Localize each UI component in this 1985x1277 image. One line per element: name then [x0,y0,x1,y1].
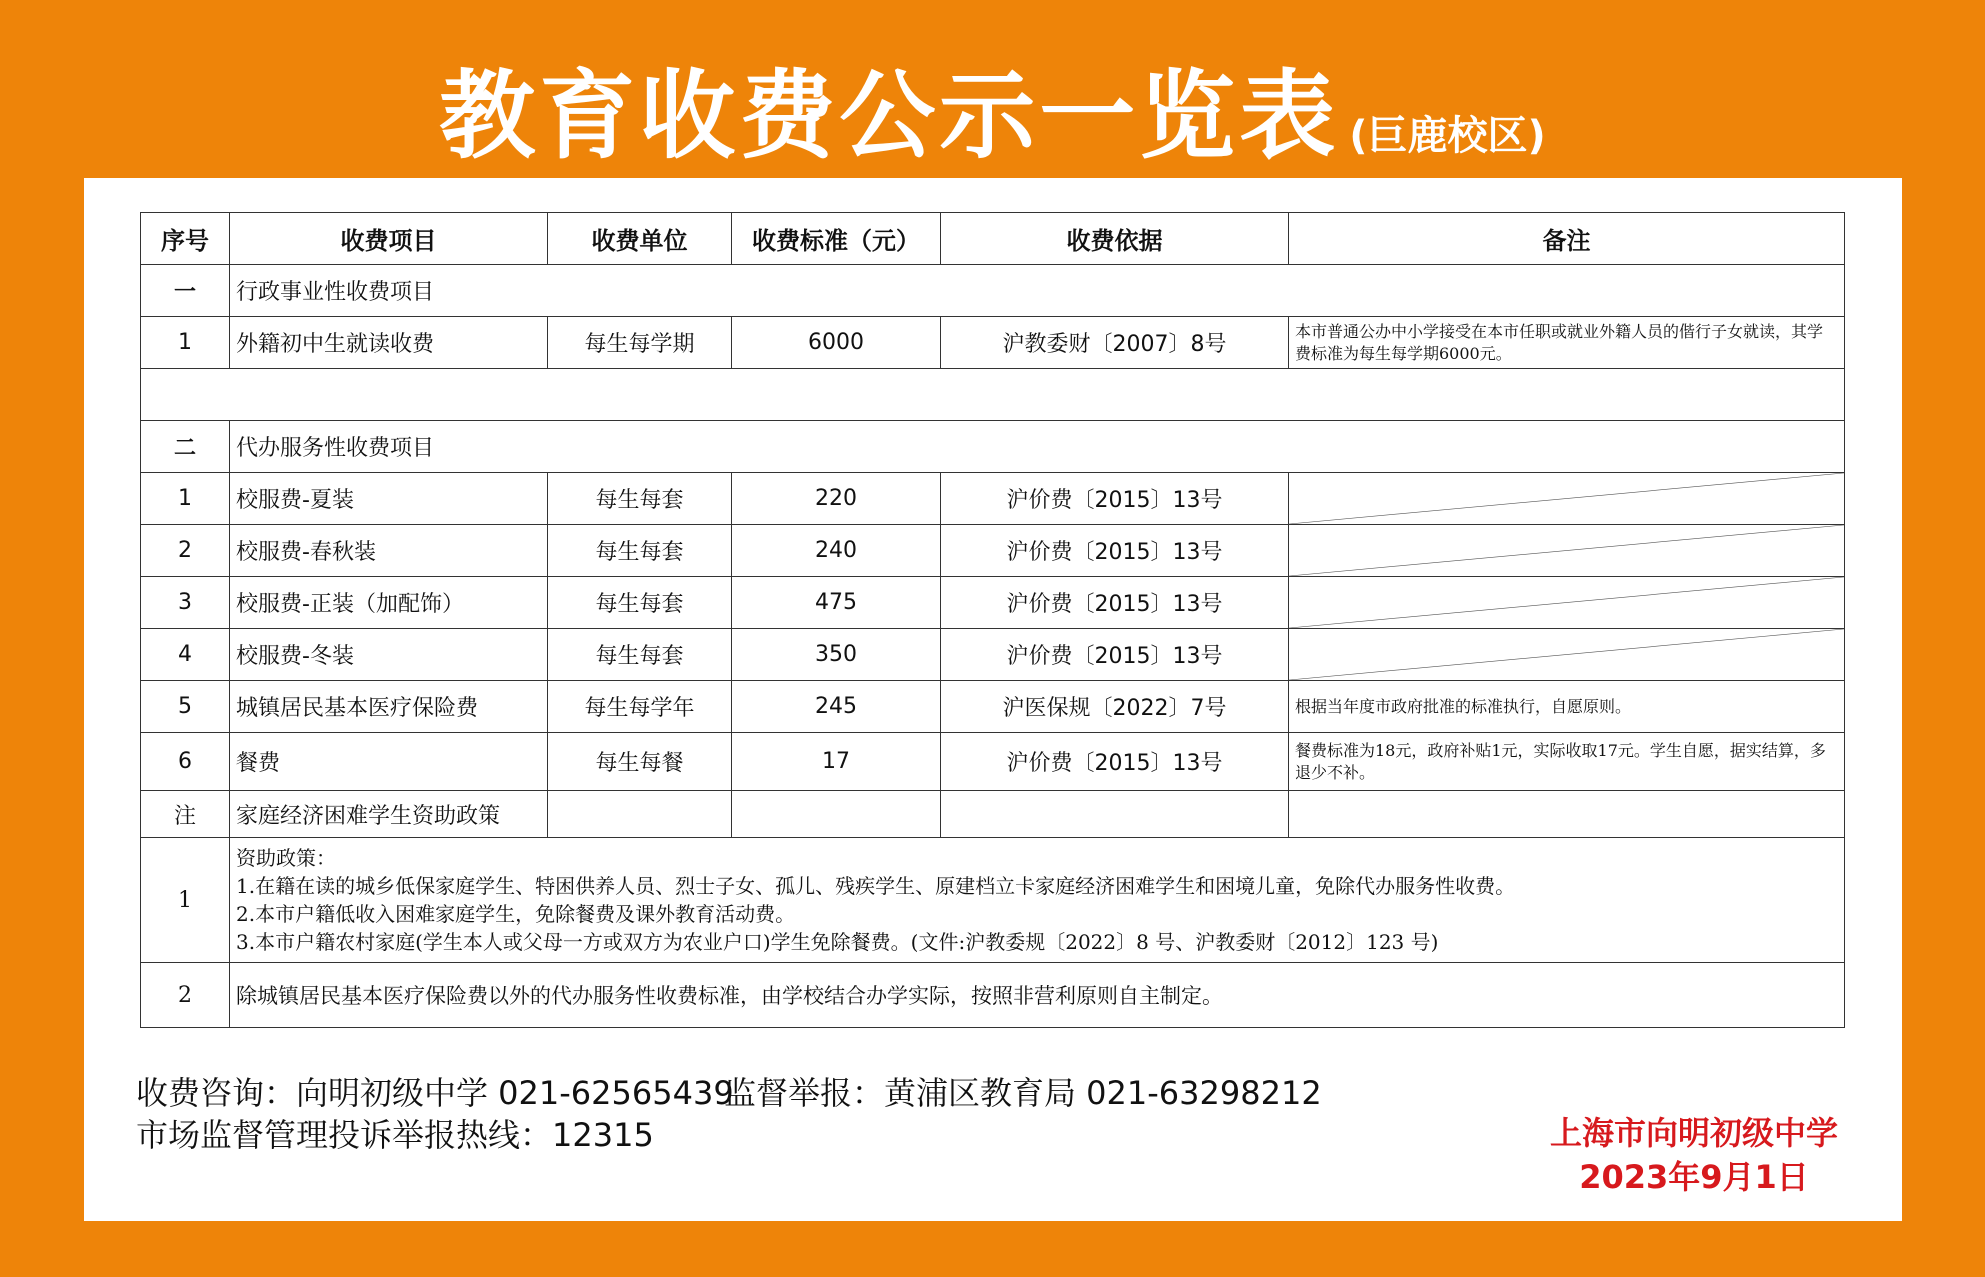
header-unit: 收费单位 [548,213,732,265]
signature-date: 2023年9月1日 [1579,1158,1809,1196]
row-fee: 6000 [732,317,941,369]
header-note: 备注 [1289,213,1845,265]
row-note-crossed [1289,525,1845,577]
header-fee: 收费标准（元） [732,213,941,265]
row-no: 1 [141,473,230,525]
row-no: 1 [141,317,230,369]
policy-row [141,838,1845,963]
row-fee: 240 [732,525,941,577]
row-unit: 每生每餐 [548,733,732,791]
complaint-hotline: 市场监督管理投诉举报热线：12315 [136,1116,654,1154]
section-name: 行政事业性收费项目 [230,265,1845,317]
row-fee: 245 [732,681,941,733]
empty-row [141,369,1845,421]
row-fee: 220 [732,473,941,525]
policy-line: 2.本市户籍低收入困难家庭学生，免除餐费及课外教育活动费。 [236,902,796,926]
table-row [141,525,1845,577]
policy-line: 1.在籍在读的城乡低保家庭学生、特困供养人员、烈士子女、孤儿、残疾学生、原建档立卡家庭经济困难学生和困境儿童，免除代办服务性收费。 [236,874,1516,898]
row-unit: 每生每学年 [548,681,732,733]
supervision-contact: 监督举报：黄浦区教育局 021-63298212 [724,1074,1322,1112]
policy-row [141,963,1845,1028]
row-item: 城镇居民基本医疗保险费 [230,681,548,733]
row-basis: 沪价费〔2015〕13号 [941,473,1289,525]
table-row [141,629,1845,681]
title-main: 教育收费公示一览表 [439,60,1340,172]
table-row [141,733,1845,791]
title-campus: (巨鹿校区) [1349,113,1546,159]
row-note: 根据当年度市政府批准的标准执行，自愿原则。 [1289,681,1845,733]
table-row [141,317,1845,369]
row-unit: 每生每套 [548,629,732,681]
policy-line: 3.本市户籍农村家庭(学生本人或父母一方或双方为农业户口)学生免除餐费。(文件:沪教委规〔2022〕8 号、沪教委财〔2012〕123 号) [236,930,1439,954]
section-row [141,265,1845,317]
note-no: 注 [141,791,230,838]
row-no: 4 [141,629,230,681]
row-note-crossed [1289,629,1845,681]
row-item: 校服费-春秋装 [230,525,548,577]
policy-text: 除城镇居民基本医疗保险费以外的代办服务性收费标准，由学校结合办学实际，按照非营利原则自主制定。 [230,963,1845,1028]
notice-panel [84,178,1902,1221]
policy-text [230,838,1845,963]
table-row [141,681,1845,733]
row-basis: 沪医保规〔2022〕7号 [941,681,1289,733]
row-fee: 350 [732,629,941,681]
section-no: 一 [141,265,230,317]
policy-line: 资助政策： [236,846,336,870]
note-cell [548,791,732,838]
header-item: 收费项目 [230,213,548,265]
note-name: 家庭经济困难学生资助政策 [230,791,548,838]
policy-no: 2 [141,963,230,1028]
row-no: 5 [141,681,230,733]
row-unit: 每生每套 [548,525,732,577]
row-note: 餐费标准为18元，政府补贴1元，实际收取17元。学生自愿，据实结算，多退少不补。 [1289,733,1845,791]
row-basis: 沪价费〔2015〕13号 [941,525,1289,577]
row-basis: 沪价费〔2015〕13号 [941,577,1289,629]
school-signature: 上海市向明初级中学 [1549,1114,1838,1152]
note-cell [732,791,941,838]
row-item: 校服费-正装（加配饰） [230,577,548,629]
row-no: 6 [141,733,230,791]
row-item: 餐费 [230,733,548,791]
row-no: 2 [141,525,230,577]
note-row [141,791,1845,838]
table-row [141,473,1845,525]
row-note: 本市普通公办中小学接受在本市任职或就业外籍人员的偕行子女就读，其学费标准为每生每学期6000元。 [1289,317,1845,369]
row-note-crossed [1289,473,1845,525]
row-basis: 沪教委财〔2007〕8号 [941,317,1289,369]
policy-no: 1 [141,838,230,963]
row-no: 3 [141,577,230,629]
section-name: 代办服务性收费项目 [230,421,1845,473]
fee-consult-contact: 收费咨询：向明初级中学 021-62565439 [136,1074,734,1112]
note-cell [941,791,1289,838]
table-row [141,577,1845,629]
row-item: 校服费-冬装 [230,629,548,681]
row-unit: 每生每套 [548,473,732,525]
row-basis: 沪价费〔2015〕13号 [941,629,1289,681]
row-unit: 每生每学期 [548,317,732,369]
table-header-row [141,213,1845,265]
row-item: 校服费-夏装 [230,473,548,525]
fee-table [140,212,1845,1028]
row-basis: 沪价费〔2015〕13号 [941,733,1289,791]
header-no: 序号 [141,213,230,265]
note-cell [1289,791,1845,838]
row-fee: 17 [732,733,941,791]
header-basis: 收费依据 [941,213,1289,265]
row-fee: 475 [732,577,941,629]
page-title [0,40,1985,172]
section-no: 二 [141,421,230,473]
row-note-crossed [1289,577,1845,629]
row-unit: 每生每套 [548,577,732,629]
section-row [141,421,1845,473]
row-item: 外籍初中生就读收费 [230,317,548,369]
empty-cell [141,369,1845,421]
